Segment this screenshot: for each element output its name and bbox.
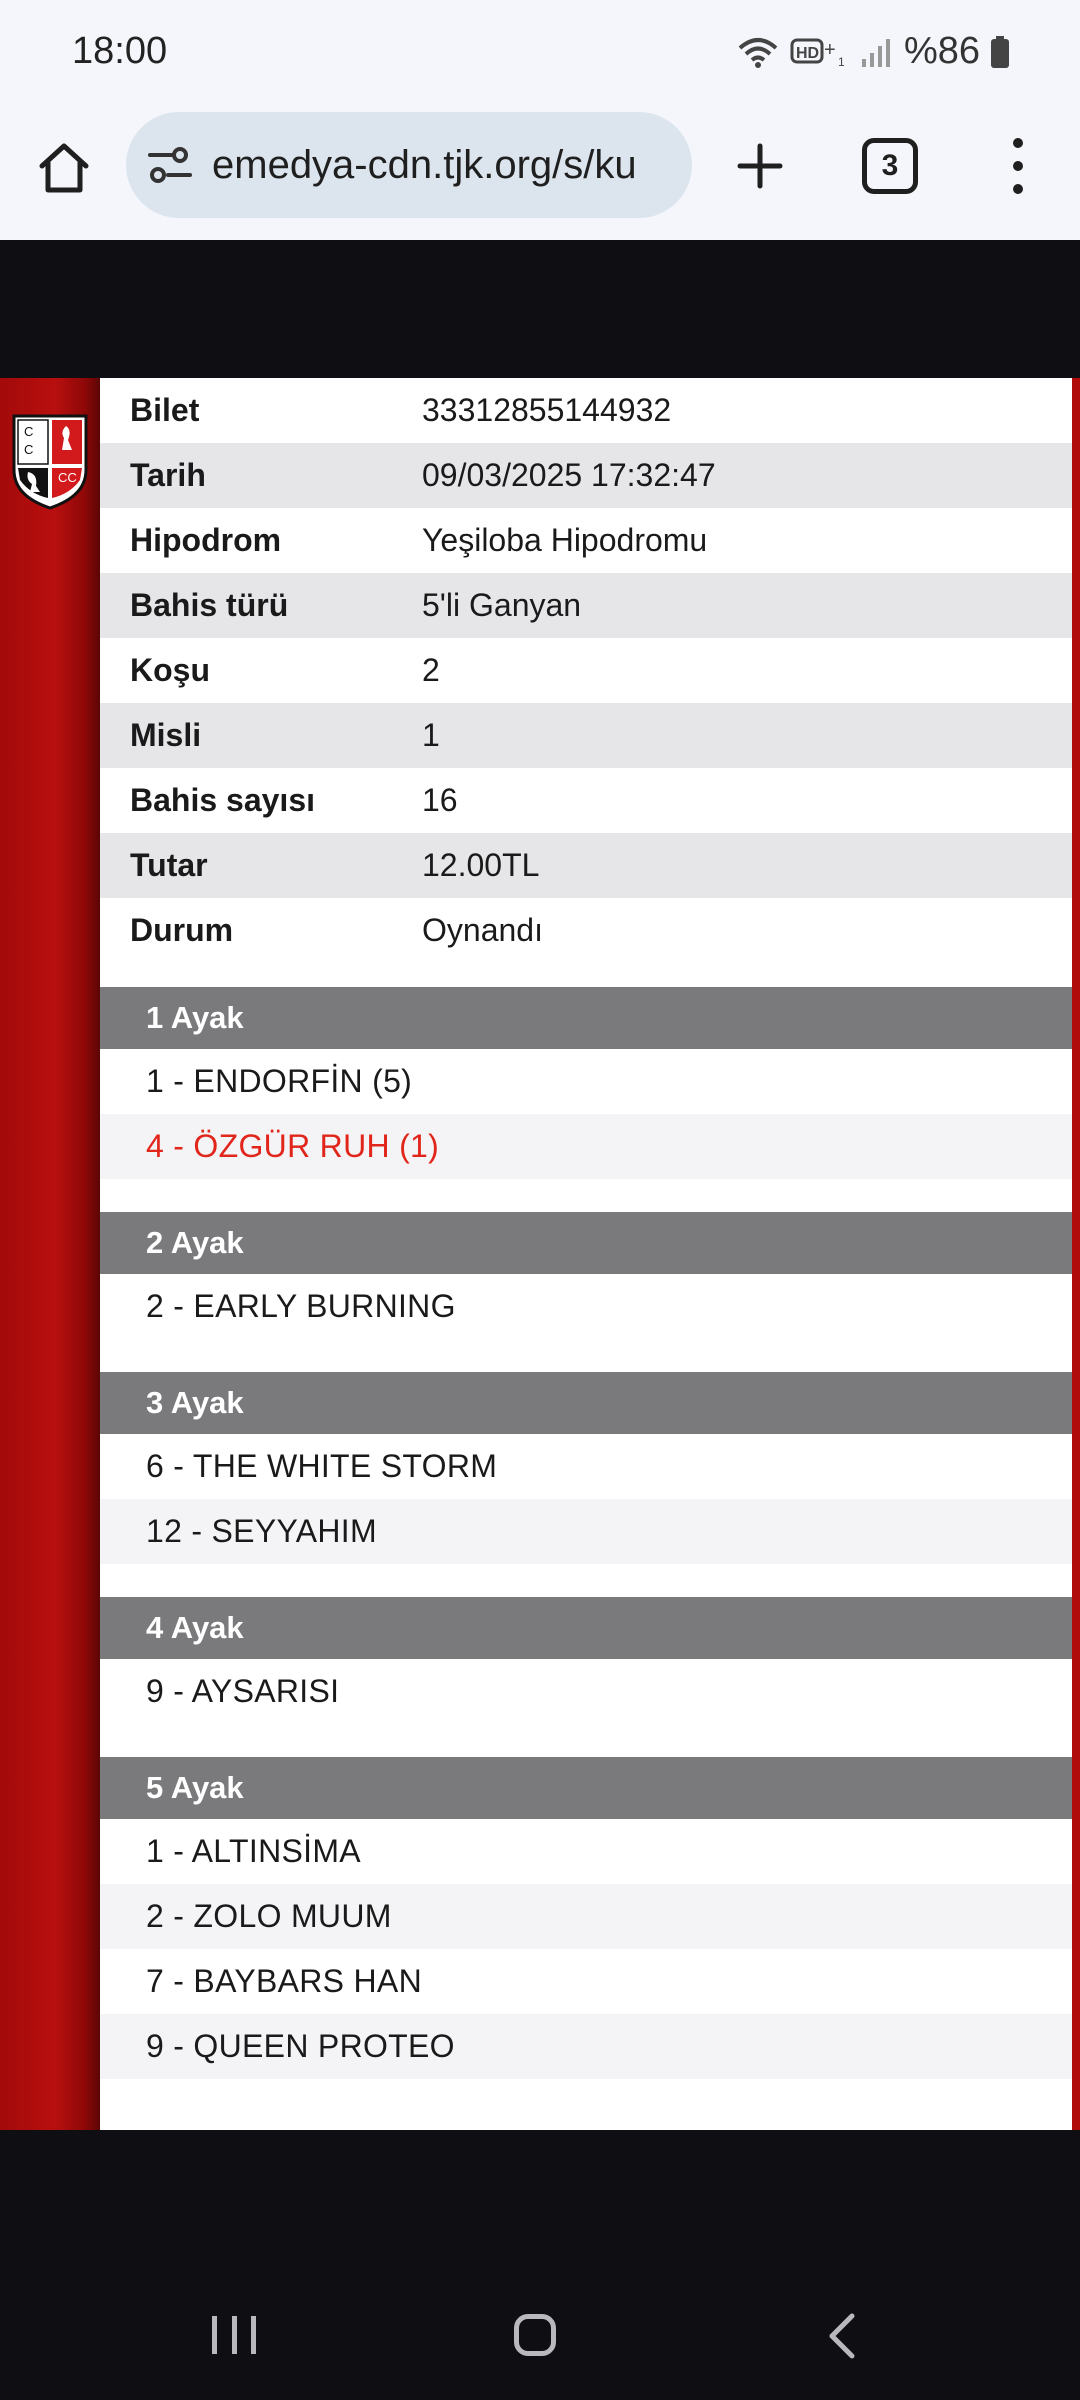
horse-selection-text: 2 - ZOLO MUUM xyxy=(146,1898,392,1934)
recent-apps-icon xyxy=(212,2316,217,2354)
ticket-info-value: Yeşiloba Hipodromu xyxy=(422,522,708,558)
plus-icon xyxy=(736,142,784,190)
svg-text:+: + xyxy=(823,38,836,61)
ticket-info-row xyxy=(100,898,1072,963)
ticket-info-row xyxy=(100,638,1072,703)
tjk-logo-icon xyxy=(10,410,90,510)
ticket-info-label: Bilet xyxy=(130,392,200,428)
nav-home-button[interactable] xyxy=(514,2314,556,2356)
signal-icon xyxy=(860,35,894,69)
battery-icon xyxy=(990,35,1010,69)
leg-title: 3 Ayak xyxy=(146,1385,244,1420)
recent-apps-icon xyxy=(251,2316,256,2354)
horse-selection-text: 2 - EARLY BURNING xyxy=(146,1288,456,1324)
horse-selection-row xyxy=(100,1049,1072,1114)
ticket-info-value: 09/03/2025 17:32:47 xyxy=(422,457,716,493)
leg-header xyxy=(100,987,1072,1049)
back-icon[interactable] xyxy=(822,2312,862,2360)
leg-title: 4 Ayak xyxy=(146,1610,244,1645)
wifi-icon xyxy=(736,34,780,70)
status-icons xyxy=(736,30,1010,73)
leg-title: 2 Ayak xyxy=(146,1225,244,1260)
right-brand-bar xyxy=(1072,378,1080,2130)
horse-selection-text: 7 - BAYBARS HAN xyxy=(146,1963,422,1999)
ticket-info-label: Tarih xyxy=(130,457,206,493)
horse-selection-text: 9 - AYSARISI xyxy=(146,1673,340,1709)
browser-toolbar xyxy=(0,108,1080,240)
site-settings-icon[interactable] xyxy=(146,141,194,189)
svg-text:HD: HD xyxy=(795,44,820,62)
ticket-info-value: 1 xyxy=(422,717,440,753)
menu-dot-icon xyxy=(1013,161,1023,171)
leg-header xyxy=(100,1212,1072,1274)
menu-dot-icon xyxy=(1013,184,1023,194)
horse-selection-row xyxy=(100,1274,1072,1339)
horse-selection-row xyxy=(100,1434,1072,1499)
ticket-info-label: Misli xyxy=(130,717,202,753)
svg-text:C: C xyxy=(24,424,34,439)
leg-title: 5 Ayak xyxy=(146,1770,244,1805)
tab-count: 3 xyxy=(881,149,899,182)
recent-apps-button[interactable] xyxy=(212,2316,256,2354)
url-text[interactable]: emedya-cdn.tjk.org/s/ku xyxy=(212,142,637,187)
horse-selection-row xyxy=(100,1114,1072,1179)
navigation-bar xyxy=(0,2130,1080,2400)
ticket-info-label: Bahis türü xyxy=(130,587,289,623)
horse-selection-text: 1 - ALTINSİMA xyxy=(146,1833,361,1869)
ticket-info-value: 16 xyxy=(422,782,458,818)
ticket-info-row xyxy=(100,833,1072,898)
new-tab-button[interactable] xyxy=(726,132,794,200)
left-brand-bar xyxy=(0,378,100,2130)
overflow-menu-button[interactable] xyxy=(1000,132,1036,200)
ticket-info-row xyxy=(100,703,1072,768)
horse-selection-row xyxy=(100,1499,1072,1564)
hd-voice-icon xyxy=(790,34,850,70)
ticket-info-row xyxy=(100,443,1072,508)
ticket-info-label: Durum xyxy=(130,912,234,948)
horse-selection-row xyxy=(100,1659,1072,1724)
battery-percent: %86 xyxy=(903,30,980,72)
svg-text:C: C xyxy=(24,442,34,457)
horse-selection-row xyxy=(100,1884,1072,1949)
ticket-info-row xyxy=(100,573,1072,638)
horse-selection-text: 1 - ENDORFİN (5) xyxy=(146,1063,413,1099)
horse-selection-text: 9 - QUEEN PROTEO xyxy=(146,2028,455,2064)
leg-header xyxy=(100,1372,1072,1434)
status-bar xyxy=(0,0,1080,108)
ticket-info-row xyxy=(100,508,1072,573)
leg-title: 1 Ayak xyxy=(146,1000,244,1035)
ticket-info-row xyxy=(100,378,1072,443)
ticket-info-label: Tutar xyxy=(130,847,208,883)
home-button[interactable] xyxy=(30,134,98,202)
home-icon xyxy=(36,140,92,196)
page-top-band xyxy=(0,240,1080,378)
tab-switcher-button[interactable] xyxy=(862,138,918,194)
horse-selection-row xyxy=(100,2014,1072,2079)
ticket-panel xyxy=(100,378,1072,2130)
status-time: 18:00 xyxy=(72,30,168,72)
leg-header xyxy=(100,1597,1072,1659)
ticket-info-label: Bahis sayısı xyxy=(130,782,315,818)
leg-header xyxy=(100,1757,1072,1819)
ticket-info-row xyxy=(100,768,1072,833)
ticket-info-value: 12.00TL xyxy=(422,847,540,883)
horse-selection-row xyxy=(100,1819,1072,1884)
svg-text:1: 1 xyxy=(837,54,845,69)
horse-selection-row xyxy=(100,1949,1072,2014)
address-bar[interactable] xyxy=(126,112,692,218)
ticket-info-label: Koşu xyxy=(130,652,210,688)
ticket-info-value: 5'li Ganyan xyxy=(422,587,582,623)
horse-selection-text: 6 - THE WHITE STORM xyxy=(146,1448,498,1484)
ticket-info-value: 2 xyxy=(422,652,440,688)
ticket-info-value: Oynandı xyxy=(422,912,543,948)
menu-dot-icon xyxy=(1013,138,1023,148)
ticket-info-label: Hipodrom xyxy=(130,522,282,558)
recent-apps-icon xyxy=(232,2316,237,2354)
svg-text:CC: CC xyxy=(58,470,77,485)
horse-selection-text: 12 - SEYYAHIM xyxy=(146,1513,377,1549)
horse-selection-text: 4 - ÖZGÜR RUH (1) xyxy=(146,1128,440,1164)
ticket-info-value: 33312855144932 xyxy=(422,392,672,428)
